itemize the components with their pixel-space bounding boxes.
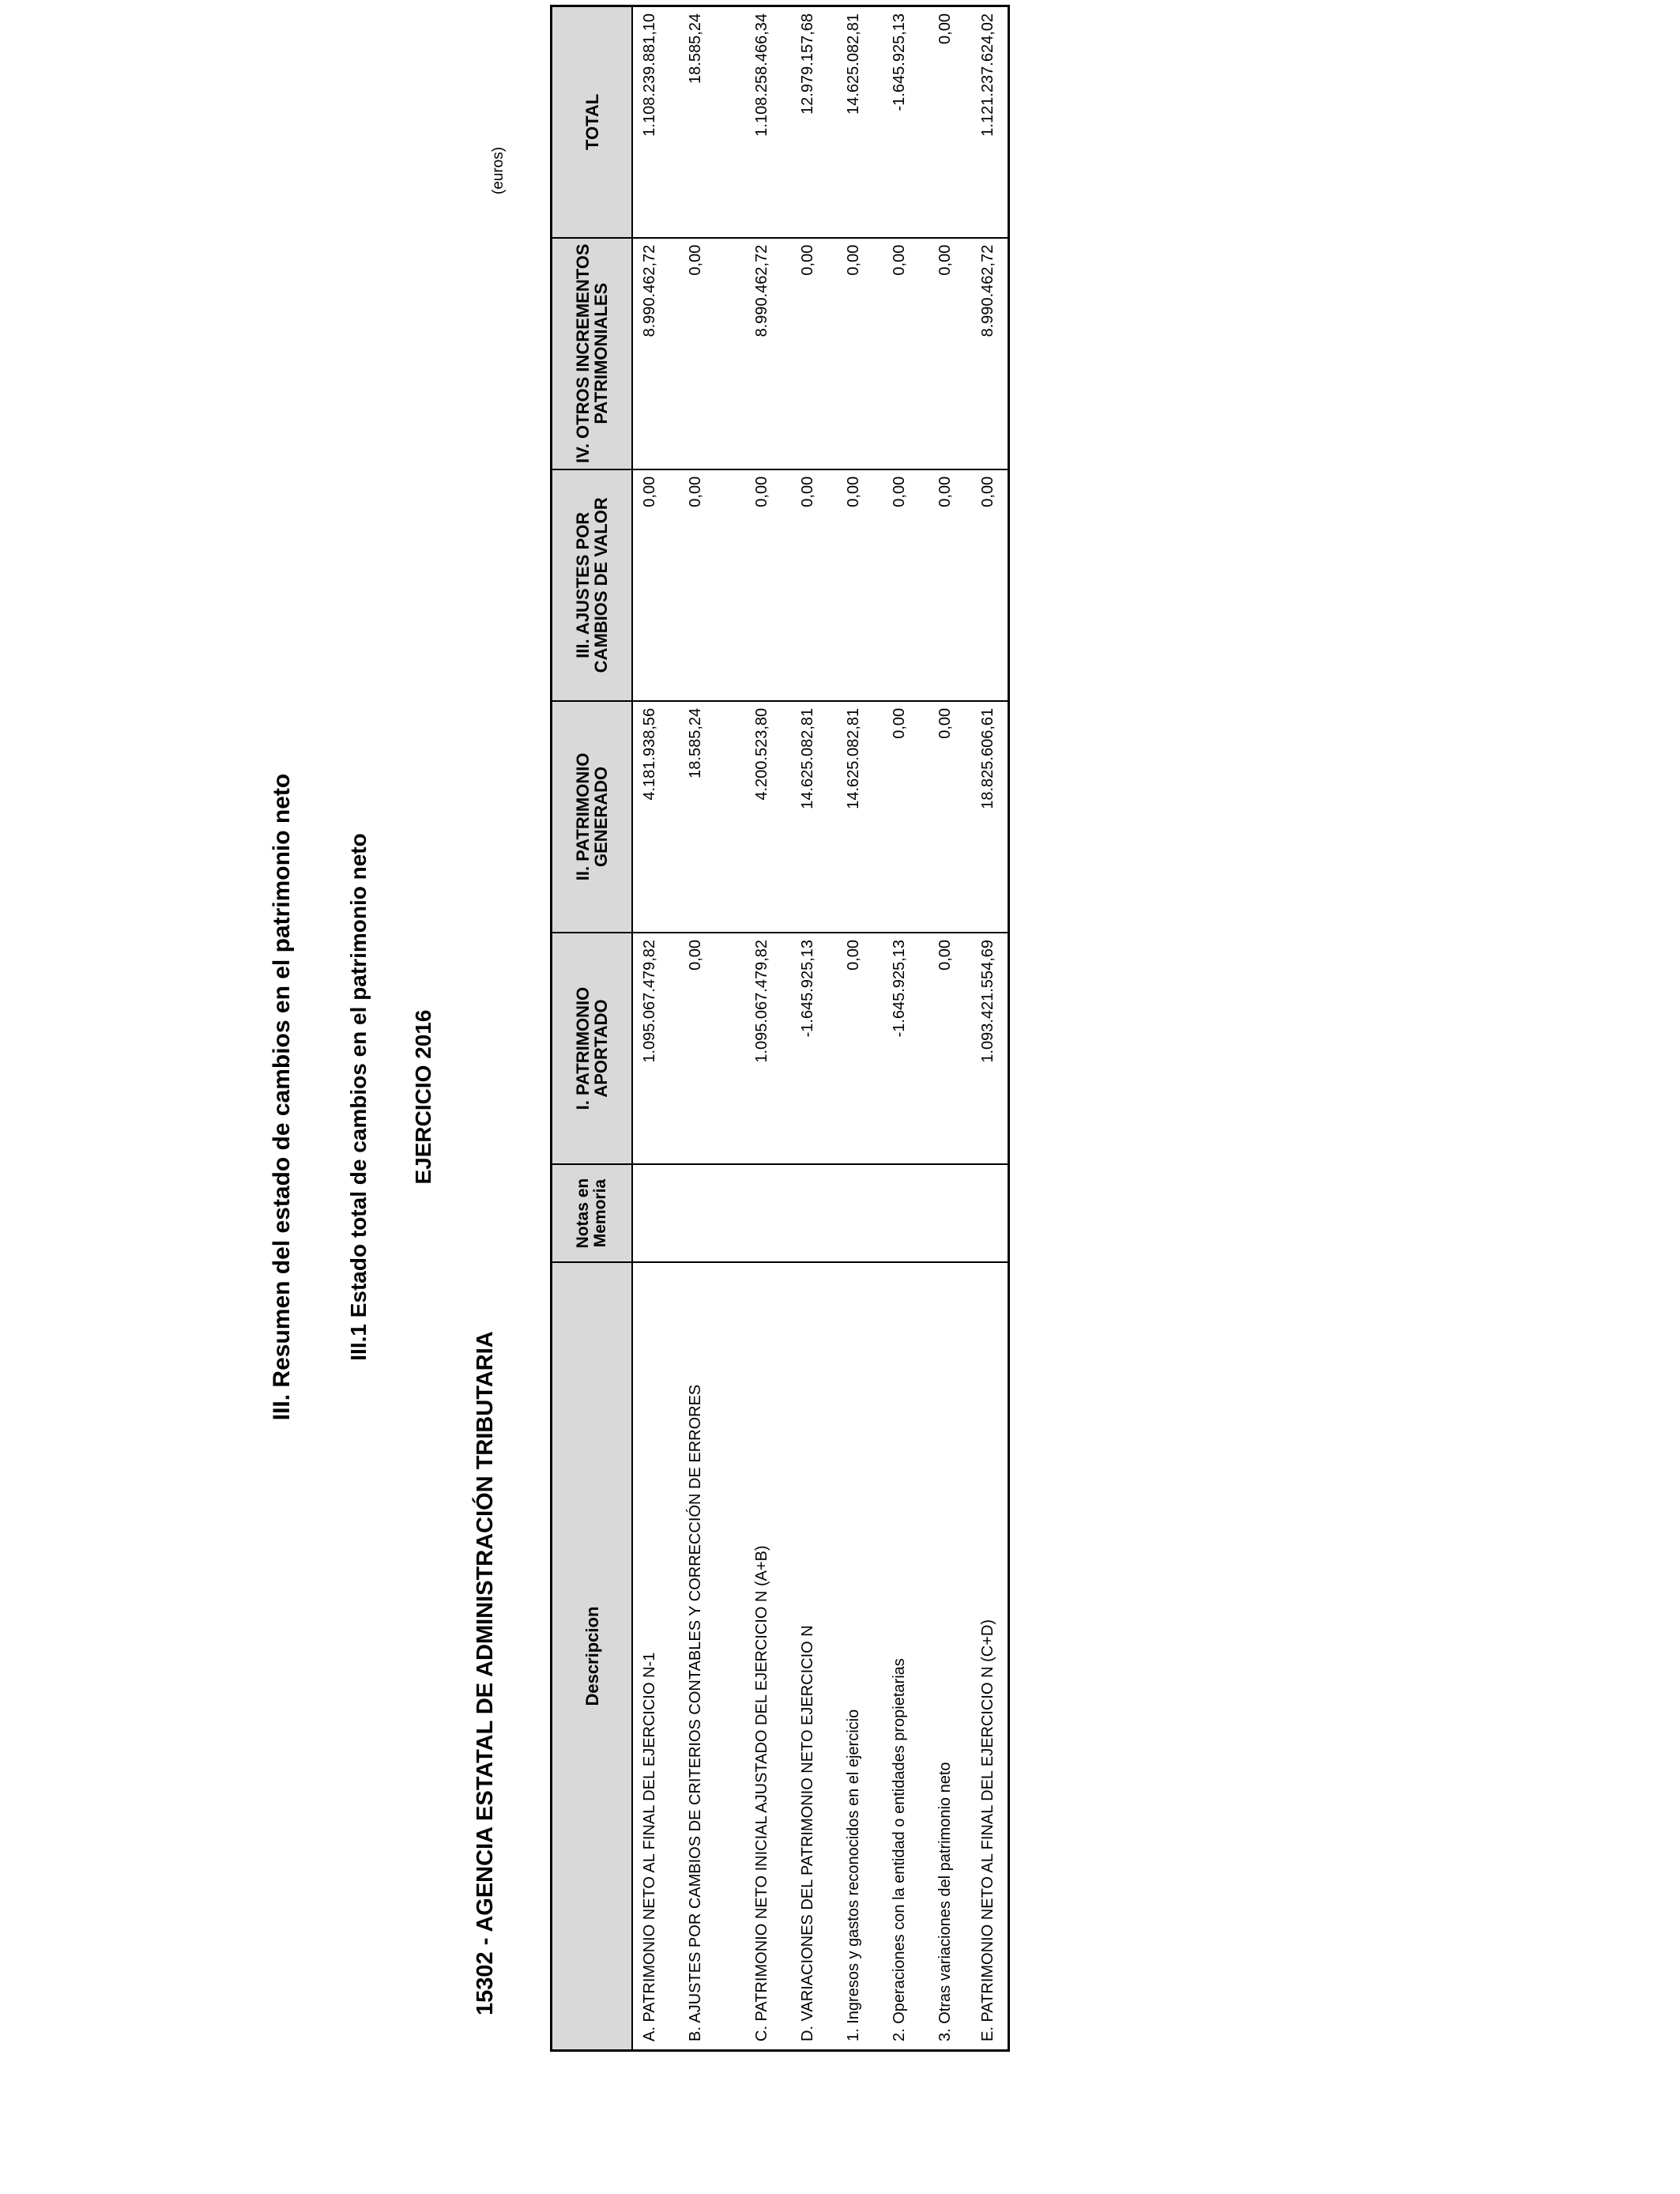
- row-description: 1. Ingresos y gastos reconocidos en el ejercicio: [837, 1262, 883, 2050]
- currency-units: (euros): [490, 146, 507, 194]
- cell-patrimonio-generado: 4.200.523,80: [745, 701, 791, 933]
- document-subtitle: III.1 Estado total de cambios en el patrimonio neto: [346, 833, 371, 1361]
- row-description: C. PATRIMONIO NETO INICIAL AJUSTADO DEL EJERCICIO N (A+B): [745, 1262, 791, 2050]
- column-header-total: TOTAL: [552, 6, 633, 238]
- cell-ajustes-valor: 0,00: [745, 469, 791, 701]
- column-header-otros-incrementos: IV. OTROS INCREMENTOS PATRIMONIALES: [552, 238, 633, 469]
- table-row: [632, 6, 679, 2051]
- column-header-descripcion: Descripcion: [552, 1262, 633, 2050]
- cell-ajustes-valor: 0,00: [679, 469, 745, 701]
- cell-total: 14.625.082,81: [837, 6, 883, 238]
- cell-patrimonio-aportado: -1.645.925,13: [883, 933, 929, 1164]
- row-description: B. AJUSTES POR CAMBIOS DE CRITERIOS CONTABLES Y CORRECCIÓN DE ERRORES: [679, 1262, 745, 2050]
- column-header-ajustes-valor: III. AJUSTES POR CAMBIOS DE VALOR: [552, 469, 633, 701]
- cell-patrimonio-aportado: 1.095.067.479,82: [745, 933, 791, 1164]
- cell-patrimonio-generado: 14.625.082,81: [791, 701, 837, 933]
- cell-total: -1.645.925,13: [883, 6, 929, 238]
- row-notas: [745, 1164, 791, 1262]
- row-notas: [929, 1164, 974, 1262]
- row-description: A. PATRIMONIO NETO AL FINAL DEL EJERCICIO N-1: [632, 1262, 679, 2050]
- cell-patrimonio-aportado: 0,00: [679, 933, 745, 1164]
- document-title: III. Resumen del estado de cambios en el patrimonio neto: [269, 773, 295, 1421]
- cell-otros-incrementos: 0,00: [883, 238, 929, 469]
- cell-ajustes-valor: 0,00: [974, 469, 1009, 701]
- table-row: [883, 6, 929, 2051]
- cell-otros-incrementos: 0,00: [929, 238, 974, 469]
- cell-otros-incrementos: 0,00: [679, 238, 745, 469]
- row-description: D. VARIACIONES DEL PATRIMONIO NETO EJERCICIO N: [791, 1262, 837, 2050]
- table-row: [791, 6, 837, 2051]
- cell-total: 1.108.258.466,34: [745, 6, 791, 238]
- table-row: [745, 6, 791, 2051]
- cell-otros-incrementos: 8.990.462,72: [745, 238, 791, 469]
- cell-total: 18.585,24: [679, 6, 745, 238]
- cell-patrimonio-generado: 14.625.082,81: [837, 701, 883, 933]
- row-notas: [632, 1164, 679, 1262]
- row-notas: [791, 1164, 837, 1262]
- cell-patrimonio-generado: 0,00: [883, 701, 929, 933]
- column-header-patrimonio-generado: II. PATRIMONIO GENERADO: [552, 701, 633, 933]
- column-header-patrimonio-aportado: I. PATRIMONIO APORTADO: [552, 933, 633, 1164]
- cell-otros-incrementos: 0,00: [837, 238, 883, 469]
- row-description: E. PATRIMONIO NETO AL FINAL DEL EJERCICIO N (C+D): [974, 1262, 1009, 2050]
- cell-otros-incrementos: 0,00: [791, 238, 837, 469]
- equity-changes-table: [550, 5, 1010, 2052]
- cell-total: 12.979.157,68: [791, 6, 837, 238]
- cell-ajustes-valor: 0,00: [791, 469, 837, 701]
- cell-patrimonio-generado: 18.585,24: [679, 701, 745, 933]
- table-row: [929, 6, 974, 2051]
- row-description: 2. Operaciones con la entidad o entidades propietarias: [883, 1262, 929, 2050]
- cell-ajustes-valor: 0,00: [883, 469, 929, 701]
- cell-otros-incrementos: 8.990.462,72: [632, 238, 679, 469]
- cell-patrimonio-aportado: 0,00: [929, 933, 974, 1164]
- cell-total: 1.108.239.881,10: [632, 6, 679, 238]
- table-row: [974, 6, 1009, 2051]
- row-notas: [974, 1164, 1009, 1262]
- entity-name: 15302 - AGENCIA ESTATAL DE ADMINISTRACIÓN TRIBUTARIA: [473, 1331, 498, 2015]
- cell-patrimonio-aportado: 0,00: [837, 933, 883, 1164]
- cell-patrimonio-generado: 4.181.938,56: [632, 701, 679, 933]
- cell-patrimonio-aportado: 1.093.421.554,69: [974, 933, 1009, 1164]
- cell-ajustes-valor: 0,00: [837, 469, 883, 701]
- table-row: [679, 6, 745, 2051]
- table-row: [837, 6, 883, 2051]
- row-notas: [883, 1164, 929, 1262]
- cell-ajustes-valor: 0,00: [929, 469, 974, 701]
- cell-total: 1.121.237.624,02: [974, 6, 1009, 238]
- cell-patrimonio-aportado: 1.095.067.479,82: [632, 933, 679, 1164]
- fiscal-year-label: EJERCICIO 2016: [411, 1009, 435, 1185]
- row-notas: [837, 1164, 883, 1262]
- cell-ajustes-valor: 0,00: [632, 469, 679, 701]
- row-description: 3. Otras variaciones del patrimonio neto: [929, 1262, 974, 2050]
- row-notas: [679, 1164, 745, 1262]
- cell-patrimonio-generado: 18.825.606,61: [974, 701, 1009, 933]
- cell-patrimonio-aportado: -1.645.925,13: [791, 933, 837, 1164]
- cell-patrimonio-generado: 0,00: [929, 701, 974, 933]
- cell-total: 0,00: [929, 6, 974, 238]
- column-header-notas: Notas en Memoria: [552, 1164, 633, 1262]
- table-header-row: [552, 6, 633, 2051]
- cell-otros-incrementos: 8.990.462,72: [974, 238, 1009, 469]
